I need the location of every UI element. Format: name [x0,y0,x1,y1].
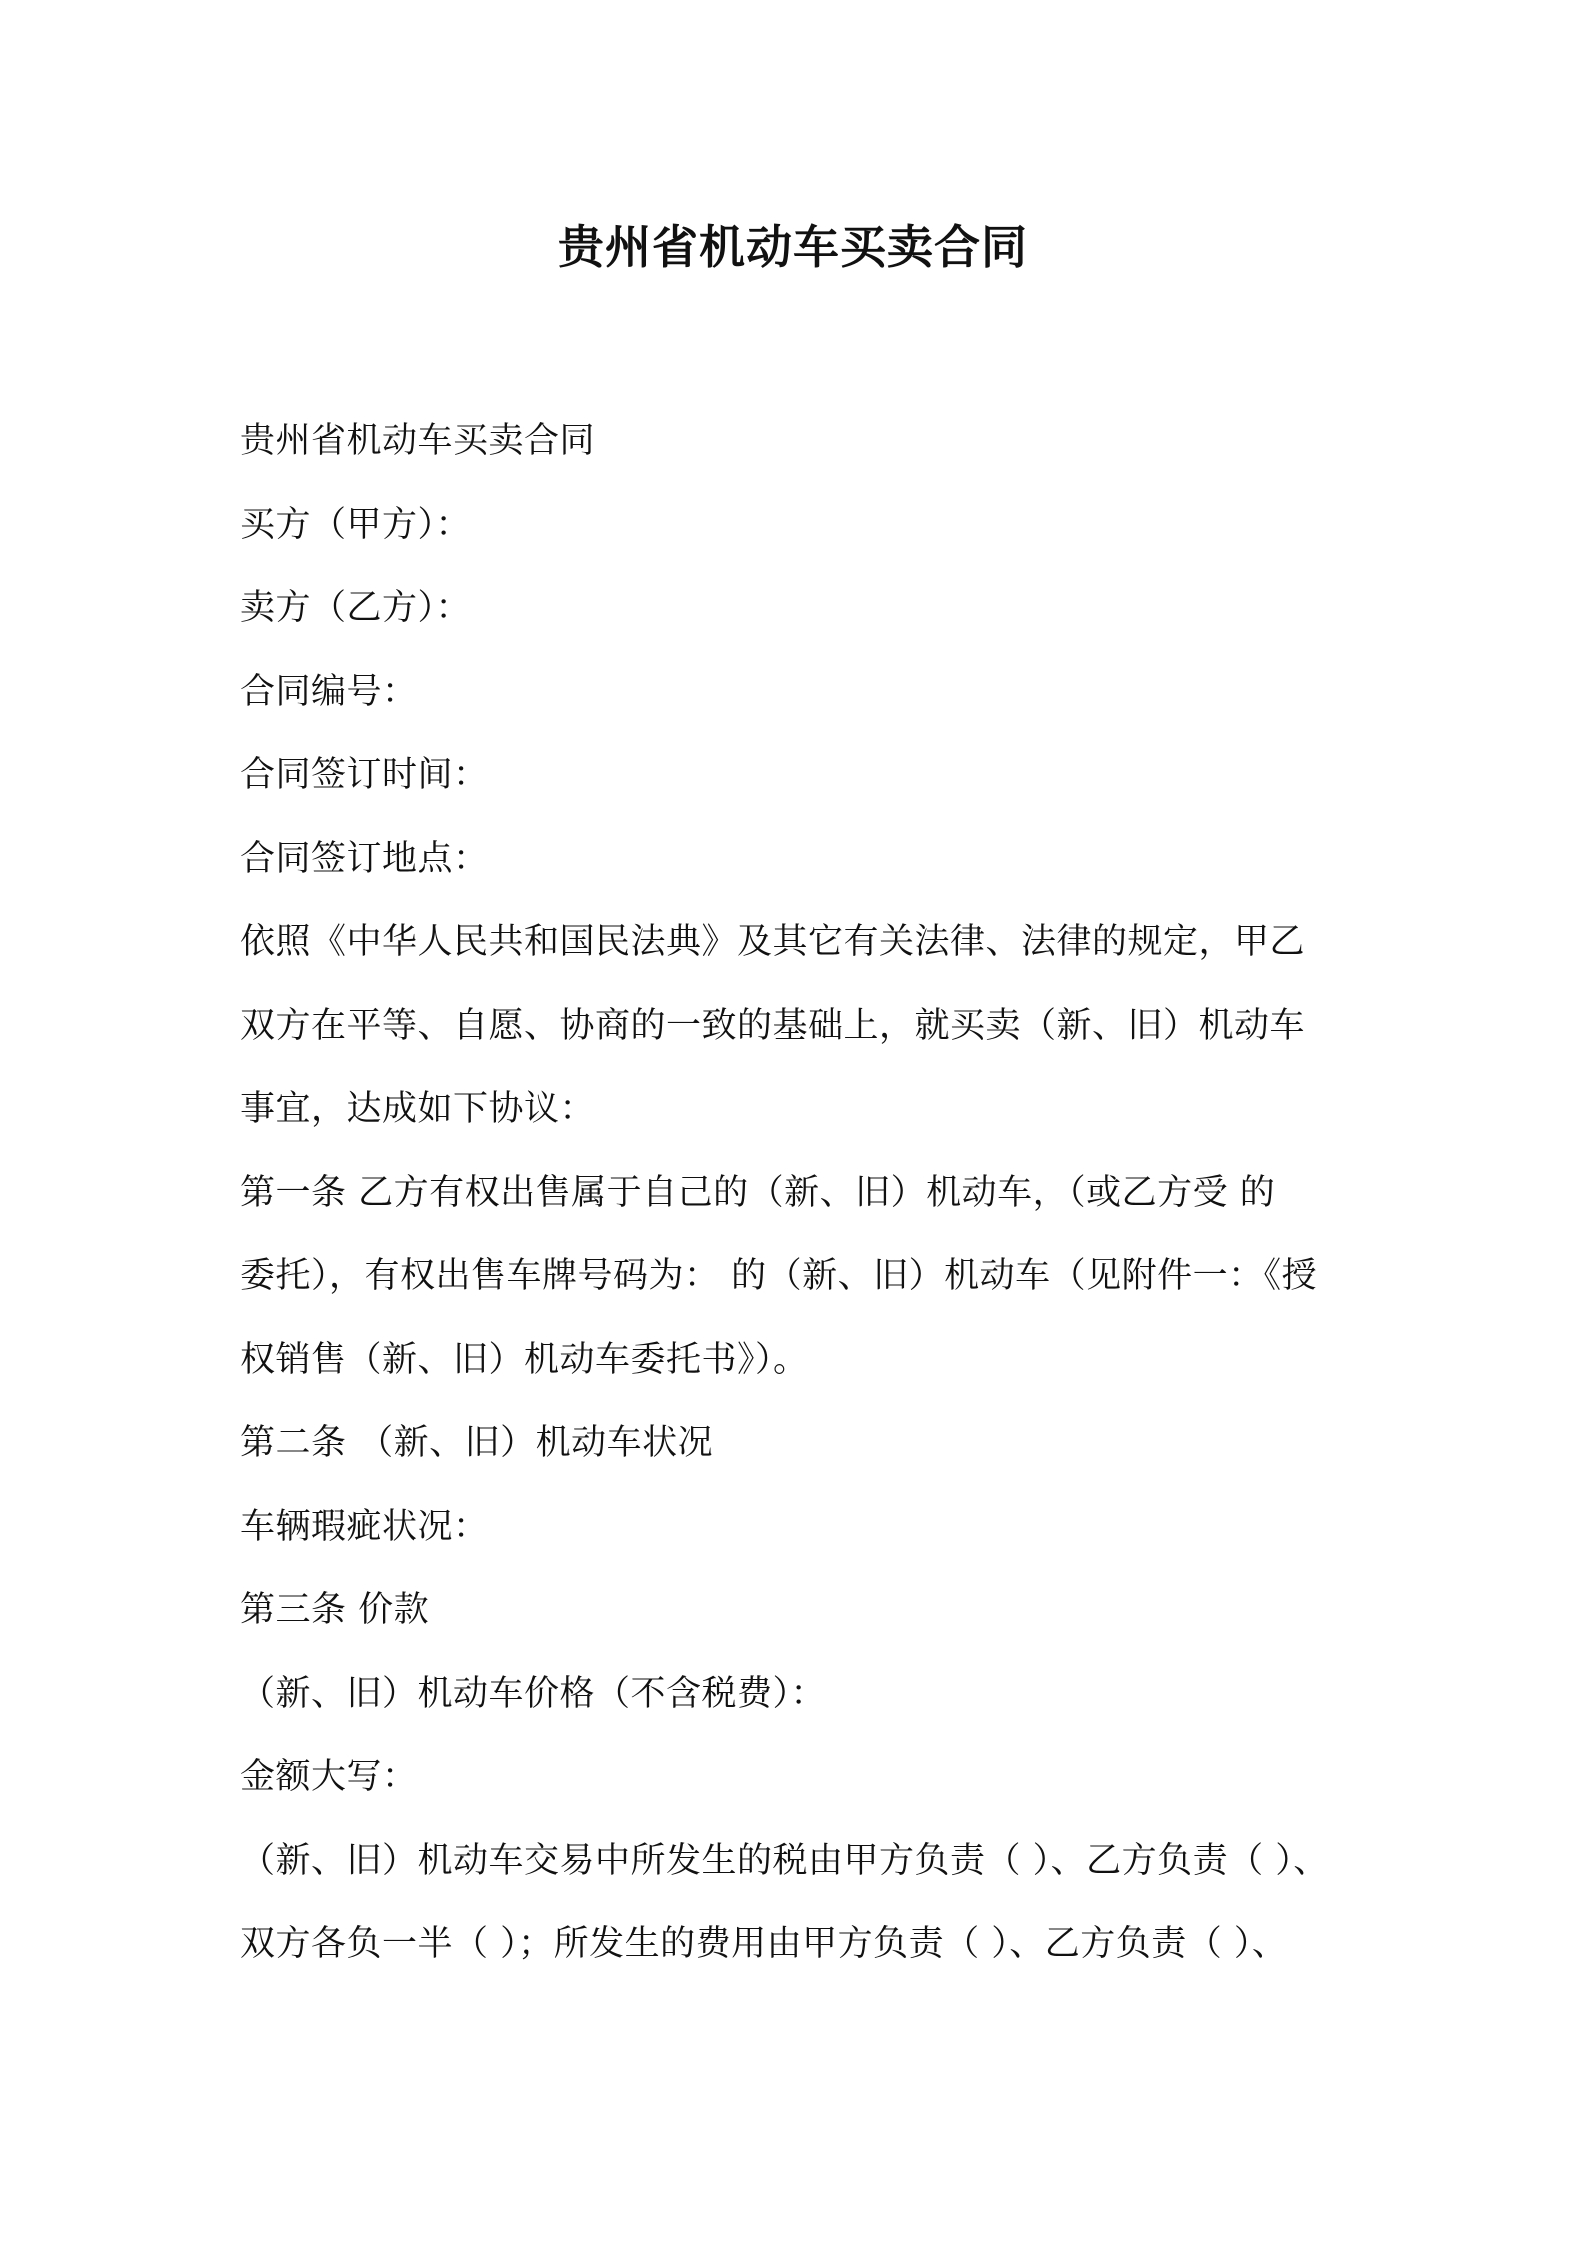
body-line-defects: 车辆瑕疵状况： [240,1506,489,1547]
body-line-buyer: 买方（甲方）： [240,504,472,545]
body-line-article-1-c: 权销售（新、旧）机动车委托书》）。 [240,1339,809,1380]
body-line-price: （新、旧）机动车价格（不含税费）： [240,1673,827,1714]
body-line-preamble-1: 依照《中华人民共和国民法典》及其它有关法律、法律的规定，甲乙 [240,922,1306,962]
document-title: 贵州省机动车买卖合同 [558,220,1028,274]
body-line-subtitle: 贵州省机动车买卖合同 [240,421,596,461]
body-line-amount-words: 金额大写： [240,1757,418,1797]
body-line-article-1-a: 第一条 乙方有权出售属于自己的（新、旧）机动车，（或乙方受 的 [240,1172,1276,1213]
body-line-article-3: 第三条 价款 [240,1590,430,1630]
body-line-article-2: 第二条 （新、旧）机动车状况 [240,1423,714,1463]
body-line-preamble-3: 事宜，达成如下协议： [240,1089,596,1129]
body-line-article-1-b: 委托），有权出售车牌号码为： 的（新、旧）机动车（见附件一：《授 [240,1256,1318,1296]
body-line-tax-1: （新、旧）机动车交易中所发生的税由甲方负责（ ）、乙方负责（ ）、 [240,1840,1329,1881]
body-line-signing-place: 合同签订地点： [240,838,489,879]
body-line-seller: 卖方（乙方）： [240,588,472,628]
body-line-tax-2: 双方各负一半（ ）；所发生的费用由甲方负责（ ）、乙方负责（ ）、 [240,1924,1288,1964]
document-body [240,400,1360,1987]
body-line-preamble-2: 双方在平等、自愿、协商的一致的基础上，就买卖（新、旧）机动车 [240,1005,1306,1046]
body-line-signing-time: 合同签订时间： [240,755,489,795]
body-line-contract-number: 合同编号： [240,671,418,712]
